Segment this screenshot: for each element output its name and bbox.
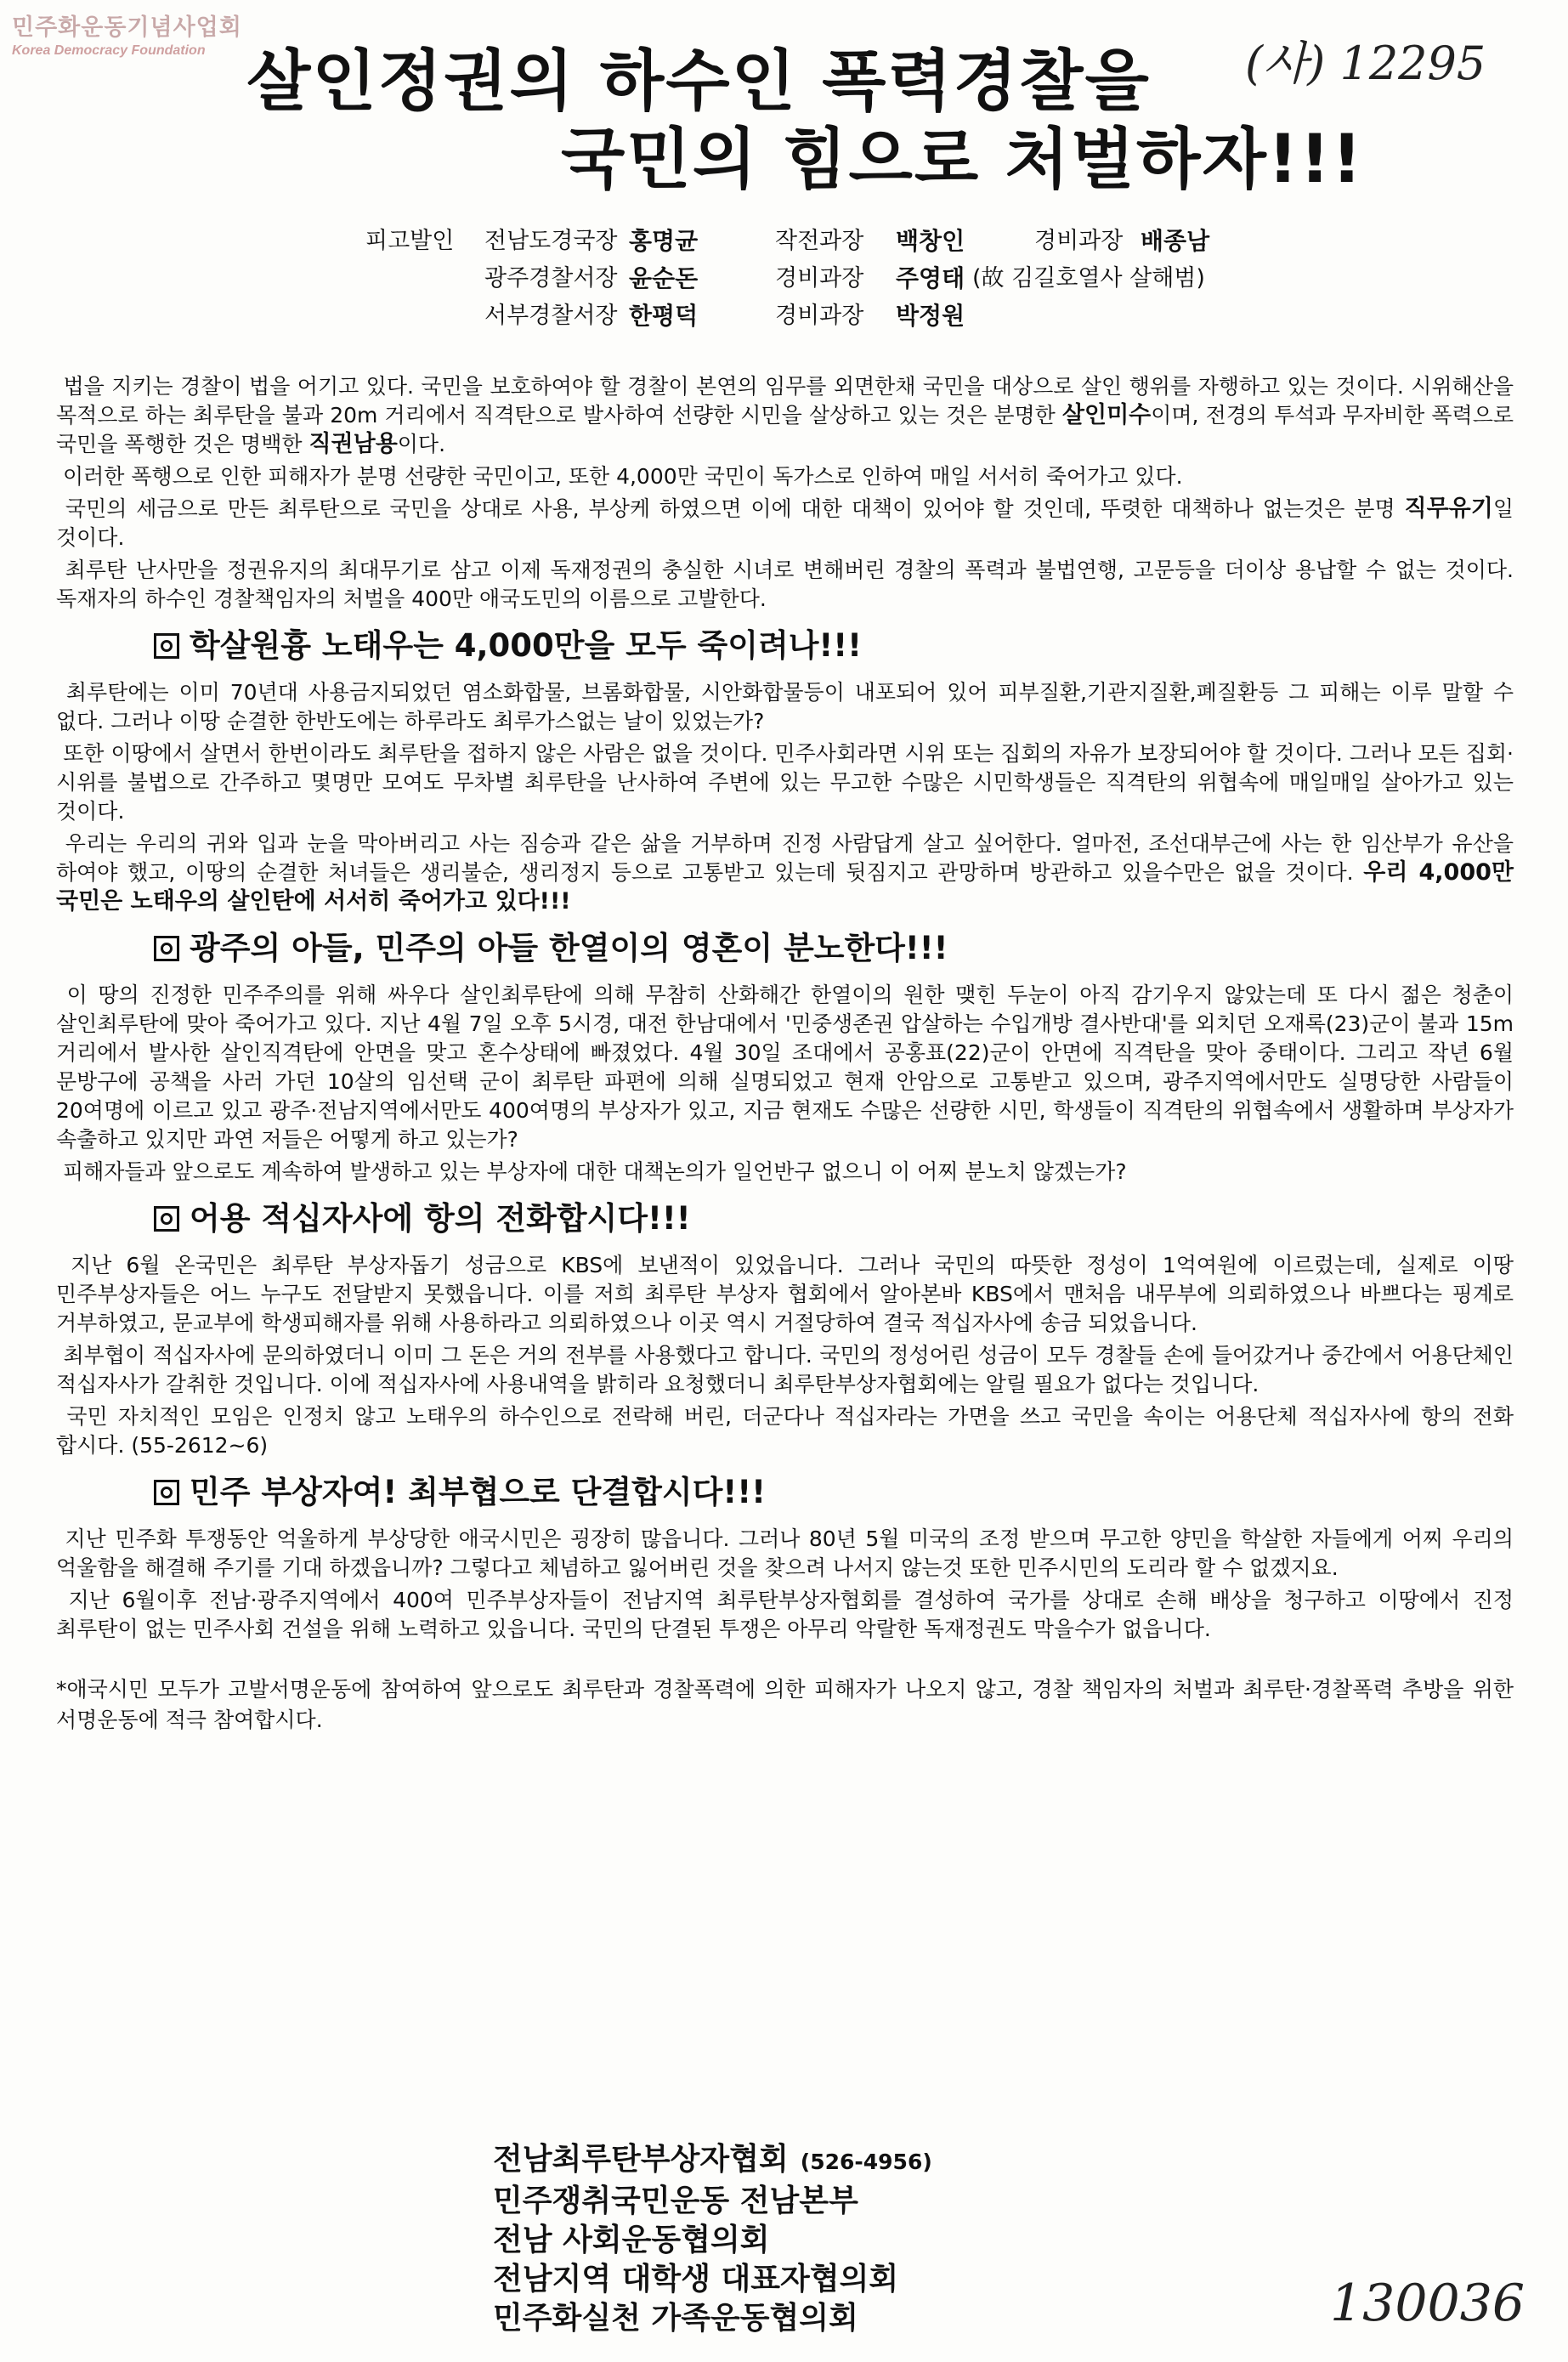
emphasis-text: 우리 4,000만 국민은 노태우의 살인탄에 서서히 죽어가고 있다!!! [56, 859, 1514, 915]
handwritten-archive-number: (사) 12295 [1245, 37, 1486, 90]
body-paragraph [56, 1158, 1514, 1187]
accused-name: 홍명균 [629, 227, 699, 255]
section-bullet-icon [154, 936, 179, 961]
body-paragraph [56, 556, 1514, 614]
handwritten-document-number: 130036 [1330, 2274, 1526, 2333]
signatory [493, 2299, 932, 2338]
section-bullet-icon [154, 633, 179, 659]
emphasis-text: 직무유기 [1404, 496, 1493, 522]
paragraph-text: 지난 민주화 투쟁동안 억울하게 부상당한 애국시민은 굉장히 많읍니다. 그러나 80년 5월 미국의 조정 받으며 무고한 양민을 학살한 자들에게 어찌 우리의 억울함을 해결해 주기를 기대 하겠읍니까? 그렇다고 체념하고 잃어버린 것을 찾으려 나서지 않는것 또한 민주시민의 도리라 할 수 없겠지요. [56, 1527, 1514, 1580]
body-paragraph [56, 739, 1514, 826]
section-bullet-icon [154, 1480, 179, 1505]
signatory [493, 2182, 932, 2221]
signatory-phone: (526-4956) [800, 2150, 932, 2174]
signatory [493, 2140, 932, 2182]
section-heading-text: 광주의 아들, 민주의 아들 한열이의 영혼이 분노한다!!! [190, 930, 948, 966]
body-paragraph [56, 1402, 1514, 1460]
section-bullet-icon [154, 1206, 179, 1232]
paragraph-text: 국민 자치적인 모임은 인정치 않고 노태우의 하수인으로 전락해 버린, 더군다나 적십자라는 가면을 쓰고 국민을 속이는 어용단체 적십자사에 항의 전화 합시다. (55-2612~6) [56, 1404, 1514, 1458]
accused-name: 주영태 [896, 264, 965, 292]
paragraph-text: 이며, 전경의 투석과 무자비한 폭력으로 국민을 폭행한 것은 명백한 [56, 403, 1514, 456]
accused-role: 작전과장 [775, 228, 864, 254]
paragraph-text: 국민의 세금으로 만든 최루탄으로 국민을 상대로 사용, 부상케 하였으면 이에 대한 대책이 있어야 할 것인데, 뚜렷한 대책하나 없는것은 분명 [65, 496, 1405, 521]
signatory-list [493, 2140, 932, 2338]
body-paragraph [56, 462, 1514, 491]
accused-name: 박정원 [896, 302, 965, 330]
section-heading [154, 928, 1514, 969]
section-heading [154, 1472, 1514, 1513]
closing-note: *애국시민 모두가 고발서명운동에 참여하여 앞으로도 최루탄과 경찰폭력에 의한 피해자가 나오지 않고, 경찰 책임자의 처벌과 최루탄·경찰폭력 추방을 위한 서명운동에 적극 참여합시다. [56, 1677, 1514, 1732]
paragraph-text: 지난 6월이후 전남·광주지역에서 400여 민주부상자들이 전남지역 최루탄부상자협회를 결성하여 국가를 상대로 손해 배상을 청구하고 이땅에서 진정 최루탄이 없는 민주사회 건설을 위해 노력하고 있읍니다. 국민의 단결된 투쟁은 아무리 악랄한 독재정권도 막을수가 없읍니다. [56, 1588, 1514, 1641]
accused-name: 윤순돈 [629, 264, 699, 292]
section-heading-text: 민주 부상자여! 최부협으로 단결합시다!!! [190, 1474, 767, 1510]
leaflet-body [56, 372, 1514, 1739]
accused-role: 경비과장 [1034, 228, 1124, 254]
leaflet-title [246, 42, 1364, 199]
accused-role: 경비과장 [775, 303, 864, 329]
body-paragraph [56, 1251, 1514, 1338]
watermark-korean: 민주화운동기념사업회 [12, 14, 242, 41]
paragraph-text: 최루탄에는 이미 70년대 사용금지되었던 염소화합물, 브롬화합물, 시안화합물등이 내포되어 있어 피부질환,기관지질환,폐질환등 그 피해는 이루 말할 수 없다. 그러나 이땅 순결한 한반도에는 하루라도 최루가스없는 날이 있었는가? [56, 680, 1514, 734]
accused-role: 광주경찰서장 [484, 265, 618, 292]
signatory-name: 민주쟁취국민운동 전남본부 [493, 2184, 858, 2218]
section-heading [154, 1198, 1514, 1239]
body-paragraph [56, 495, 1514, 552]
accused-name: 배종남 [1141, 227, 1210, 255]
title-line-2: 국민의 힘으로 처벌하자!!! [561, 122, 1364, 198]
paragraph-text: 또한 이땅에서 살면서 한번이라도 최루탄을 접하지 않은 사람은 없을 것이다. 민주사회라면 시위 또는 집회의 자유가 보장되어야 할 것이다. 그러나 모든 집회·시위를 불법으로 간주하고 몇명만 모여도 무차별 최루탄을 난사하여 주변에 있는 무고한 수많은 시민학생들은 직격탄의 위협속에 매일매일 살아가고 있는 것이다. [56, 741, 1514, 824]
accused-role: 서부경찰서장 [484, 303, 618, 329]
paragraph-text: 이 땅의 진정한 민주주의를 위해 싸우다 살인최루탄에 의해 무참히 산화해간 한열이의 원한 맺힌 두눈이 아직 감기우지 않았는데 또 다시 젊은 청춘이 살인최루탄에 맞아 죽어가고 있다. 지난 4월 7일 오후 5시경, 대전 한남대에서 '민중생존권 압살하는 수입개방 결사반대'를 외치던 오재록(23)군이 불과 15m 거리에서 발사한 살인직격탄에 안면을 맞고 혼수상태에 빠졌었다. 4월 30일 조대에서 공홍표(22)군이 안면에 직격탄을 맞아 중태이다. 그리고 작년 6월 문방구에 공책을 사러 가던 10살의 임선택 군이 최루탄 파편에 의해 실명되었고 현재 안암으로 고통받고 있으며, 광주지역에서만도 실명당한 사람들이 20여명에 이르고 있고 광주·전남지역에서만도 400여명의 부상자가 있고, 지금 현재도 수많은 선량한 시민, 학생들이 직격탄의 위협속에서 생활하며 부상자가 속출하고 있지만 과연 저들은 어떻게 하고 있는가? [56, 983, 1514, 1152]
signatory [493, 2260, 932, 2299]
accused-name: 한평덕 [629, 302, 699, 330]
body-paragraph [56, 830, 1514, 916]
section-heading-text: 학살원흉 노태우는 4,000만을 모두 죽이려나!!! [190, 627, 863, 664]
paragraph-text: 최부협이 적십자사에 문의하였더니 이미 그 돈은 거의 전부를 사용했다고 합니다. 국민의 정성어린 성금이 모두 경찰들 손에 들어갔거나 중간에서 어용단체인 적십자사가 갈취한 것입니다. 이에 적십자사에 사용내역을 밝히라 요청했더니 최루탄부상자협회에는 알릴 필요가 없다는 것입니다. [56, 1343, 1514, 1396]
accused-label: 피고발인 [365, 228, 455, 254]
emphasis-text: 살인미수 [1061, 402, 1152, 428]
watermark [12, 8, 242, 59]
section-heading-text: 어용 적십자사에 항의 전화합시다!!! [190, 1200, 691, 1237]
paragraph-text: 우리는 우리의 귀와 입과 눈을 막아버리고 사는 짐승과 같은 삶을 거부하며 진정 사람답게 살고 싶어한다. 얼마전, 조선대부근에 사는 한 임산부가 유산을 하여야 했고, 이땅의 순결한 처녀들은 생리불순, 생리정지 등으로 고통받고 있는데 뒷짐지고 관망하며 방관하고 있을수만은 없을 것이다. [56, 831, 1514, 885]
accused-role: 경비과장 [775, 265, 864, 292]
title-line-1: 살인정권의 하수인 폭력경찰을 [246, 43, 1151, 120]
watermark-english: Korea Democracy Foundation [12, 43, 206, 58]
accused-role: 전남도경국장 [484, 228, 618, 254]
signatory-name: 전남지역 대학생 대표자협의회 [493, 2262, 899, 2297]
section-heading [154, 626, 1514, 666]
paragraph-text: 이다. [397, 432, 446, 456]
body-paragraph [56, 1525, 1514, 1583]
accused-note: (故 김길호열사 살해범) [972, 265, 1205, 292]
paragraph-text: 이러한 폭행으로 인한 피해자가 분명 선량한 국민이고, 또한 4,000만 국민이 독가스로 인하여 매일 서서히 죽어가고 있다. [62, 464, 1183, 489]
emphasis-text: 직권남용 [309, 431, 398, 457]
signatory-name: 전남최루탄부상자협회 [493, 2142, 789, 2177]
body-paragraph [56, 1586, 1514, 1644]
paragraph-text: 피해자들과 앞으로도 계속하여 발생하고 있는 부상자에 대한 대책논의가 일언반구 없으니 이 어찌 분노치 않겠는가? [62, 1159, 1127, 1184]
signatory-name: 민주화실천 가족운동협의회 [493, 2301, 858, 2336]
paragraph-text: 지난 6월 온국민은 최루탄 부상자돕기 성금으로 KBS에 보낸적이 있었읍니다. 그러나 국민의 따뜻한 정성이 1억여원에 이르렀는데, 실제로 이땅 민주부상자들은 어느 누구도 전달받지 못했읍니다. 이를 저희 최루탄 부상자 협회에서 알아본바 KBS에서 맨처음 내무부에 의뢰하였으나 바쁘다는 핑계로 거부하였고, 문교부에 학생피해자를 위해 사용하라고 의뢰하였으나 이곳 역시 거절당하여 결국 적십자사에 송금 되었읍니다. [56, 1253, 1514, 1335]
signatory-name: 전남 사회운동협의회 [493, 2223, 770, 2257]
body-paragraph [56, 678, 1514, 736]
paragraph-text: 법을 지키는 경찰이 법을 어기고 있다. 국민을 보호하여야 할 경찰이 본연의 임무를 외면한채 국민을 대상으로 살인 행위를 자행하고 있는 것이다. 시위해산을 목적으로 하는 최루탄을 불과 20m 거리에서 직격탄으로 발사하여 선량한 시민을 살상하고 있는 것은 분명한 [56, 374, 1514, 428]
signatory [493, 2221, 932, 2260]
body-paragraph [56, 1341, 1514, 1399]
paragraph-text: 일 것이다. [56, 496, 1514, 550]
body-paragraph [56, 981, 1514, 1154]
accused-name: 백창인 [896, 227, 965, 255]
body-paragraph [56, 372, 1514, 459]
paragraph-text: 최루탄 난사만을 정권유지의 최대무기로 삼고 이제 독재정권의 충실한 시녀로 변해버린 경찰의 폭력과 불법연행, 고문등을 더이상 용납할 수 없는 것이다. 독재자의 하수인 경찰책임자의 처벌을 400만 애국도민의 이름으로 고발한다. [56, 558, 1514, 611]
